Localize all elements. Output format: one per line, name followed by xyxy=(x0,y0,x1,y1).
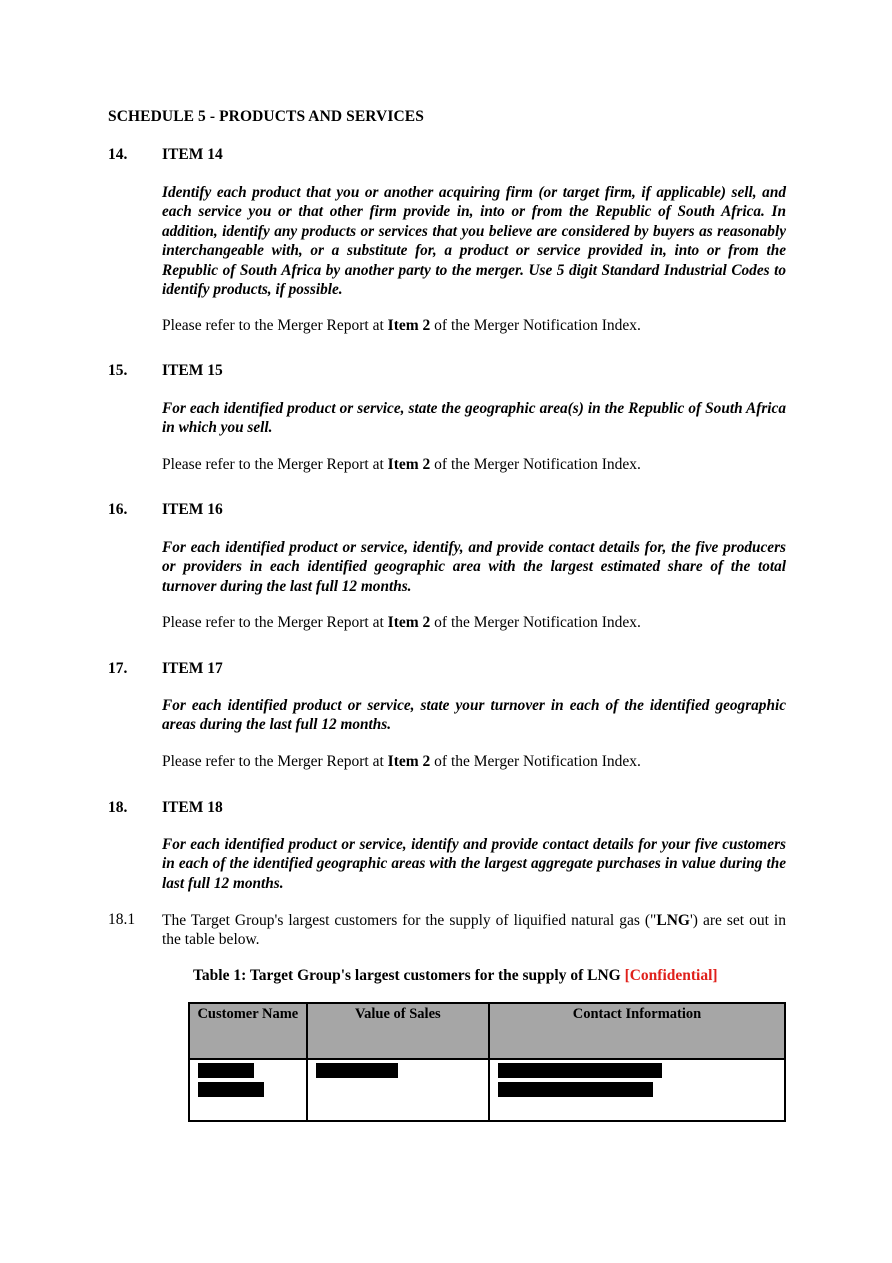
confidential-label: [Confidential] xyxy=(624,967,718,984)
item-number: 14. xyxy=(108,146,128,163)
column-header-contact-information: Contact Information xyxy=(489,1003,785,1059)
item-title: ITEM 14 xyxy=(162,146,223,163)
item-17-heading xyxy=(108,660,223,678)
item-title: ITEM 16 xyxy=(162,501,223,518)
item-reference: Item 2 xyxy=(387,317,431,334)
item-reference: Item 2 xyxy=(387,614,431,631)
schedule-title: SCHEDULE 5 - PRODUCTS AND SERVICES xyxy=(108,108,424,125)
redaction-bar xyxy=(498,1082,653,1097)
item-reference: Item 2 xyxy=(387,456,431,473)
table-caption: Table 1: Target Group's largest customers for the supply of LNG [Confidential] xyxy=(193,967,718,984)
item-title: ITEM 18 xyxy=(162,799,223,816)
item-15-heading xyxy=(108,362,223,380)
customer-name-cell xyxy=(189,1059,307,1121)
item-16-heading xyxy=(108,501,223,519)
redaction-bar xyxy=(198,1063,254,1078)
contact-information-cell xyxy=(489,1059,785,1121)
value-of-sales-cell xyxy=(307,1059,489,1121)
item-15-answer: Please refer to the Merger Report at Item 2 of the Merger Notification Index. xyxy=(162,456,641,473)
item-reference: Item 2 xyxy=(387,753,431,770)
item-number: 15. xyxy=(108,362,128,379)
table-row xyxy=(189,1059,785,1121)
item-number: 18. xyxy=(108,799,128,816)
column-header-customer-name: Customer Name xyxy=(189,1003,307,1059)
table-header-row xyxy=(189,1003,785,1059)
paragraph-number: 18.1 xyxy=(108,911,136,928)
item-title: ITEM 15 xyxy=(162,362,223,379)
item-number: 16. xyxy=(108,501,128,518)
item-14-question: Identify each product that you or another acquiring firm (or target firm, if applicable) sell, and each service you or that other firm provide in, into or from the Republic of South Africa. In addition, identify any products or services that you believe are considered by buyers as reasonably interchangeable with, or a substitute for, a product or service provided in, into or from the Republic of South Africa by another party to the merger. Use 5 digit Standard Industrial Codes to identify products, if possible. xyxy=(162,184,786,299)
item-18-heading xyxy=(108,799,223,817)
item-14-heading xyxy=(108,146,223,164)
item-17-answer: Please refer to the Merger Report at Item 2 of the Merger Notification Index. xyxy=(162,753,641,770)
customers-table xyxy=(188,1002,786,1122)
item-18-question: For each identified product or service, identify and provide contact details for your five customers in each of the identified geographic areas with the largest aggregate purchases in value during the last full 12 months. xyxy=(162,836,786,892)
item-16-question: For each identified product or service, identify, and provide contact details for, the five producers or providers in each identified geographic area with the largest estimated share of the total turnover during the last full 12 months. xyxy=(162,539,786,595)
item-14-answer: Please refer to the Merger Report at Item 2 of the Merger Notification Index. xyxy=(162,317,641,334)
column-header-value-of-sales: Value of Sales xyxy=(307,1003,489,1059)
item-number: 17. xyxy=(108,660,128,677)
paragraph-18-1: The Target Group's largest customers for the supply of liquified natural gas ("LNG') are set out in the table below. xyxy=(162,912,786,949)
item-title: ITEM 17 xyxy=(162,660,223,677)
redaction-bar xyxy=(316,1063,398,1078)
redaction-bar xyxy=(198,1082,264,1097)
redaction-bar xyxy=(498,1063,662,1078)
defined-term: LNG xyxy=(656,912,690,929)
item-17-question: For each identified product or service, state your turnover in each of the identified geographic areas during the last full 12 months. xyxy=(162,697,786,734)
item-16-answer: Please refer to the Merger Report at Item 2 of the Merger Notification Index. xyxy=(162,614,641,631)
item-15-question: For each identified product or service, state the geographic area(s) in the Republic of South Africa in which you sell. xyxy=(162,400,786,437)
